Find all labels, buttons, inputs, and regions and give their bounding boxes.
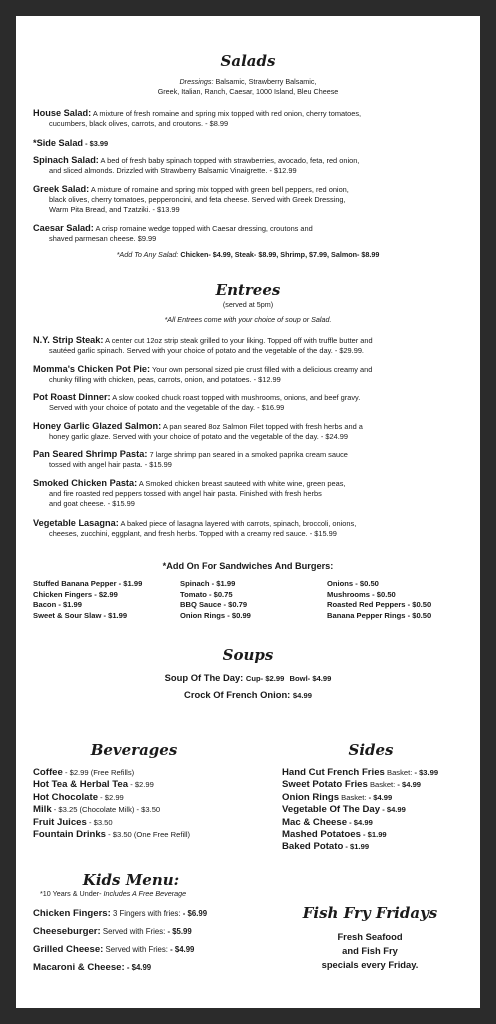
item-desc: A mixture of romaine and spring mix topped with green bell peppers, red onion, bbox=[90, 185, 349, 194]
item-name: Hand Cut French Fries bbox=[282, 767, 385, 778]
soup-label: Crock Of French Onion: bbox=[184, 689, 291, 700]
kids-item bbox=[33, 923, 207, 941]
item-price: - $1.99 bbox=[360, 830, 387, 840]
item-note: Served with Fries: bbox=[103, 945, 168, 954]
kids-item bbox=[33, 959, 207, 977]
soup-bowl-price: Bowl- $4.99 bbox=[289, 674, 332, 683]
item-price: - $3.99 bbox=[412, 768, 439, 777]
kids-note-prefix: *10 Years & Under- bbox=[40, 889, 102, 898]
item-desc-cont: cheeses, zucchini, eggplant, and fresh herbs. Topped with a creamy red sauce. - $15.99 bbox=[49, 529, 337, 538]
addon-item: Spinach - $1.99 bbox=[180, 579, 236, 588]
side-item bbox=[282, 829, 438, 841]
beverage-item bbox=[33, 779, 190, 791]
salad-add-items: Chicken- $4.99, Steak- $8.99, Shrimp, $7.99, Salmon- $8.99 bbox=[180, 250, 380, 259]
item-price: - $4.99 bbox=[366, 792, 393, 802]
item-price: - $3.25 (Chocolate Milk) - $3.50 bbox=[51, 805, 161, 815]
item-name: Coffee bbox=[33, 767, 63, 778]
menu-page bbox=[16, 16, 480, 1008]
salad-item-side bbox=[33, 138, 473, 149]
item-name: Mac & Cheese bbox=[282, 816, 348, 828]
item-note: Basket: bbox=[384, 768, 413, 777]
french-onion bbox=[16, 689, 480, 700]
item-name: House Salad: bbox=[33, 108, 92, 118]
item-note: Basket: bbox=[367, 780, 396, 790]
sides-list bbox=[282, 767, 438, 854]
addon-item: Roasted Red Peppers - $0.50 bbox=[327, 600, 432, 609]
item-name: Momma's Chicken Pot Pie: bbox=[33, 364, 151, 374]
item-name: Chicken Fingers: bbox=[33, 908, 111, 919]
kids-item bbox=[33, 905, 207, 923]
dressings-line-2: Greek, Italian, Ranch, Caesar, 1000 Island, Bleu Cheese bbox=[157, 87, 339, 96]
item-name: Caesar Salad: bbox=[33, 223, 94, 233]
beverage-item bbox=[33, 767, 190, 779]
entree-item-pot-roast bbox=[33, 392, 477, 413]
item-name: Spinach Salad: bbox=[33, 155, 99, 165]
item-desc: Your own personal sized pie crust filled with a delicious creamy and bbox=[151, 365, 373, 374]
addon-item: Stuffed Banana Pepper - $1.99 bbox=[33, 579, 143, 588]
item-desc: 7 large shrimp pan seared in a smoked paprika cream sauce bbox=[149, 450, 348, 459]
entree-item-salmon bbox=[33, 421, 477, 442]
kids-menu-note bbox=[40, 889, 186, 899]
side-item bbox=[282, 804, 438, 816]
item-name: Pan Seared Shrimp Pasta: bbox=[33, 449, 148, 459]
salads-title: Salads bbox=[220, 52, 276, 70]
item-name: Macaroni & Cheese: bbox=[33, 962, 125, 973]
item-name: Pot Roast Dinner: bbox=[33, 392, 111, 402]
item-desc-cont: black olives, cherry tomatoes, pepperoncini, and feta cheese. Served with Greek Dressing, bbox=[49, 195, 346, 204]
item-desc: A bed of fresh baby spinach topped with strawberries, avocado, feta, red onion, bbox=[100, 156, 360, 165]
addon-item: Mushrooms - $0.50 bbox=[327, 589, 396, 599]
side-item bbox=[282, 792, 438, 804]
item-name: Fountain Drinks bbox=[33, 829, 107, 841]
item-desc-cont: and fire roasted red peppers tossed with angel hair pasta. Finished with fresh herbs bbox=[49, 489, 322, 498]
item-desc-cont: and sliced almonds. Drizzled with Strawberry Balsamic Vinaigrette. - $12.99 bbox=[49, 166, 297, 175]
item-desc: A pan seared 8oz Salmon Filet topped with fresh herbs and a bbox=[162, 422, 363, 431]
beverage-item bbox=[33, 817, 190, 829]
item-note: 3 Fingers with fries: bbox=[110, 909, 181, 918]
item-name: Honey Garlic Glazed Salmon: bbox=[33, 421, 162, 431]
fish-fry-line: specials every Friday. bbox=[321, 959, 419, 970]
item-price: - $4.99 bbox=[347, 817, 373, 827]
item-name: Hot Tea & Herbal Tea bbox=[33, 779, 129, 791]
item-name: Sweet Potato Fries bbox=[282, 779, 368, 791]
fish-fry-body bbox=[280, 930, 460, 972]
sides-title: Sides bbox=[348, 741, 394, 759]
item-desc-cont: honey garlic glaze. Served with your choice of potato and the vegetable of the day. - $24.99 bbox=[49, 432, 348, 441]
side-item bbox=[282, 841, 438, 853]
item-price: - $4.99 bbox=[167, 945, 195, 954]
entree-item-pot-pie bbox=[33, 364, 477, 385]
item-name: Grilled Cheese: bbox=[33, 944, 104, 955]
item-desc-cont: tossed with angel hair pasta. - $15.99 bbox=[49, 460, 172, 469]
soups-title: Soups bbox=[222, 646, 274, 664]
dressings-label: Dressings: bbox=[179, 77, 214, 86]
item-desc-cont: Warm Pita Bread, and Tzatziki. - $13.99 bbox=[49, 205, 180, 214]
beverages-list bbox=[33, 767, 190, 841]
salad-item-greek bbox=[33, 184, 473, 215]
soup-cup-price: Cup- $2.99 bbox=[245, 674, 285, 683]
item-desc-cont: chunky filling with chicken, peas, carrots, onion, and potatoes. - $12.99 bbox=[49, 375, 281, 384]
item-name: Onion Rings bbox=[282, 791, 340, 803]
addon-item: Chicken Fingers - $2.99 bbox=[33, 589, 118, 599]
item-desc: A slow cooked chuck roast topped with mushrooms, onions, and beef gravy. bbox=[112, 393, 361, 402]
item-name: Fruit Juices bbox=[33, 816, 87, 828]
item-name: Smoked Chicken Pasta: bbox=[33, 478, 138, 488]
beverage-item bbox=[33, 829, 190, 841]
item-note: (One Free Refill) bbox=[131, 830, 191, 840]
entrees-note: *All Entrees come with your choice of soup or Salad. bbox=[164, 315, 332, 324]
soup-of-the-day bbox=[16, 672, 480, 683]
item-name: Vegetable Of The Day bbox=[282, 804, 381, 816]
item-price: - $5.99 bbox=[165, 927, 192, 936]
item-desc: A Smoked chicken breast sauteed with white wine, green peas, bbox=[138, 479, 346, 488]
item-name: Vegetable Lasagna: bbox=[33, 518, 119, 528]
item-desc-cont: Served with your choice of potato and the vegetable of the day. - $16.99 bbox=[49, 403, 285, 412]
item-price: - $2.99 bbox=[98, 792, 124, 802]
item-price: - $3.50 bbox=[86, 817, 113, 827]
kids-menu-title: Kids Menu: bbox=[82, 871, 180, 889]
item-desc-cont: sautéed garlic spinach. Served with your choice of potato and the vegetable of the day. - $29.99. bbox=[49, 346, 364, 355]
item-desc: A baked piece of lasagna layered with carrots, spinach, broccoli, onions, bbox=[120, 519, 357, 528]
item-note: (Free Refills) bbox=[88, 768, 135, 777]
fish-fry-line: and Fish Fry bbox=[342, 945, 398, 956]
entree-item-lasagna bbox=[33, 518, 477, 539]
item-price: - $4.99 bbox=[124, 963, 152, 972]
fish-fry-line: Fresh Seafood bbox=[337, 931, 403, 942]
item-desc-cont: cucumbers, black olives, carrots, and croutons. - $8.99 bbox=[49, 119, 229, 128]
addon-item: Banana Pepper Rings - $0.50 bbox=[327, 610, 432, 620]
item-name: Greek Salad: bbox=[33, 184, 90, 194]
item-name: Baked Potato bbox=[282, 841, 344, 853]
addons-col-2 bbox=[180, 579, 251, 621]
addon-item: Tomato - $0.75 bbox=[180, 589, 233, 599]
beverages-title: Beverages bbox=[90, 741, 178, 759]
addons-col-3 bbox=[327, 579, 431, 621]
item-note: Basket: bbox=[339, 792, 367, 802]
salad-item-house bbox=[33, 108, 473, 129]
item-desc: A mixture of fresh romaine and spring mix topped with red onion, cherry tomatoes, bbox=[92, 109, 362, 118]
item-price: - $6.99 bbox=[180, 909, 208, 918]
entree-item-shrimp-pasta bbox=[33, 449, 477, 470]
entrees-subtitle: (served at 5pm) bbox=[222, 300, 274, 309]
item-name: Mashed Potatoes bbox=[282, 829, 361, 841]
kids-item bbox=[33, 941, 207, 959]
item-price: - $1.99 bbox=[343, 842, 370, 852]
dressings-line-1 bbox=[16, 77, 480, 87]
fish-fry-title: Fish Fry Fridays bbox=[302, 904, 438, 922]
item-price: - $4.99 bbox=[380, 805, 406, 815]
item-price: - $4.99 bbox=[395, 780, 422, 790]
item-price: - $3.99 bbox=[83, 139, 109, 148]
side-item bbox=[282, 767, 438, 779]
item-note: Served with Fries: bbox=[100, 927, 166, 936]
entrees-title: Entrees bbox=[215, 281, 281, 299]
item-name: N.Y. Strip Steak: bbox=[33, 335, 104, 345]
soup-price: $4.99 bbox=[292, 691, 312, 700]
soup-label: Soup Of The Day: bbox=[164, 672, 244, 683]
addon-item: Onion Rings - $0.99 bbox=[180, 610, 251, 620]
item-name: Hot Chocolate bbox=[33, 791, 99, 803]
side-item bbox=[282, 779, 438, 791]
addons-col-1 bbox=[33, 579, 142, 621]
addon-item: Bacon - $1.99 bbox=[33, 600, 82, 609]
entree-item-smoked-chicken bbox=[33, 478, 477, 509]
item-name: *Side Salad bbox=[33, 138, 84, 148]
item-price: - $2.99 bbox=[62, 768, 89, 777]
side-item bbox=[282, 817, 438, 829]
item-desc: A crisp romaine wedge topped with Caesar dressing, croutons and bbox=[95, 224, 313, 233]
addon-item: Onions - $0.50 bbox=[327, 579, 379, 588]
salad-add-ons bbox=[16, 250, 480, 260]
dressings-list-1: Balsamic, Strawberry Balsamic, bbox=[215, 77, 317, 86]
entree-item-strip-steak bbox=[33, 335, 477, 356]
item-price: - $3.50 bbox=[106, 830, 132, 840]
item-desc-cont: shaved parmesan cheese. $9.99 bbox=[49, 234, 157, 243]
salad-item-caesar bbox=[33, 223, 473, 244]
item-name: Milk bbox=[33, 804, 52, 816]
kids-menu-list bbox=[33, 905, 207, 977]
item-price: - $2.99 bbox=[128, 780, 154, 790]
addon-item: Sweet & Sour Slaw - $1.99 bbox=[33, 610, 128, 620]
kids-note-italic: Includes A Free Beverage bbox=[101, 889, 187, 898]
addon-item: BBQ Sauce - $0.79 bbox=[180, 600, 248, 609]
item-name: Cheeseburger: bbox=[33, 926, 101, 937]
salad-item-spinach bbox=[33, 155, 473, 176]
addons-title: *Add On For Sandwiches And Burgers: bbox=[162, 561, 334, 571]
item-desc-cont: and goat cheese. - $15.99 bbox=[49, 499, 135, 508]
salad-add-label: *Add To Any Salad: bbox=[116, 250, 179, 259]
beverage-item bbox=[33, 792, 190, 804]
beverage-item bbox=[33, 804, 190, 816]
item-desc: A center cut 12oz strip steak grilled to your liking. Topped off with truffle butter and bbox=[105, 336, 373, 345]
